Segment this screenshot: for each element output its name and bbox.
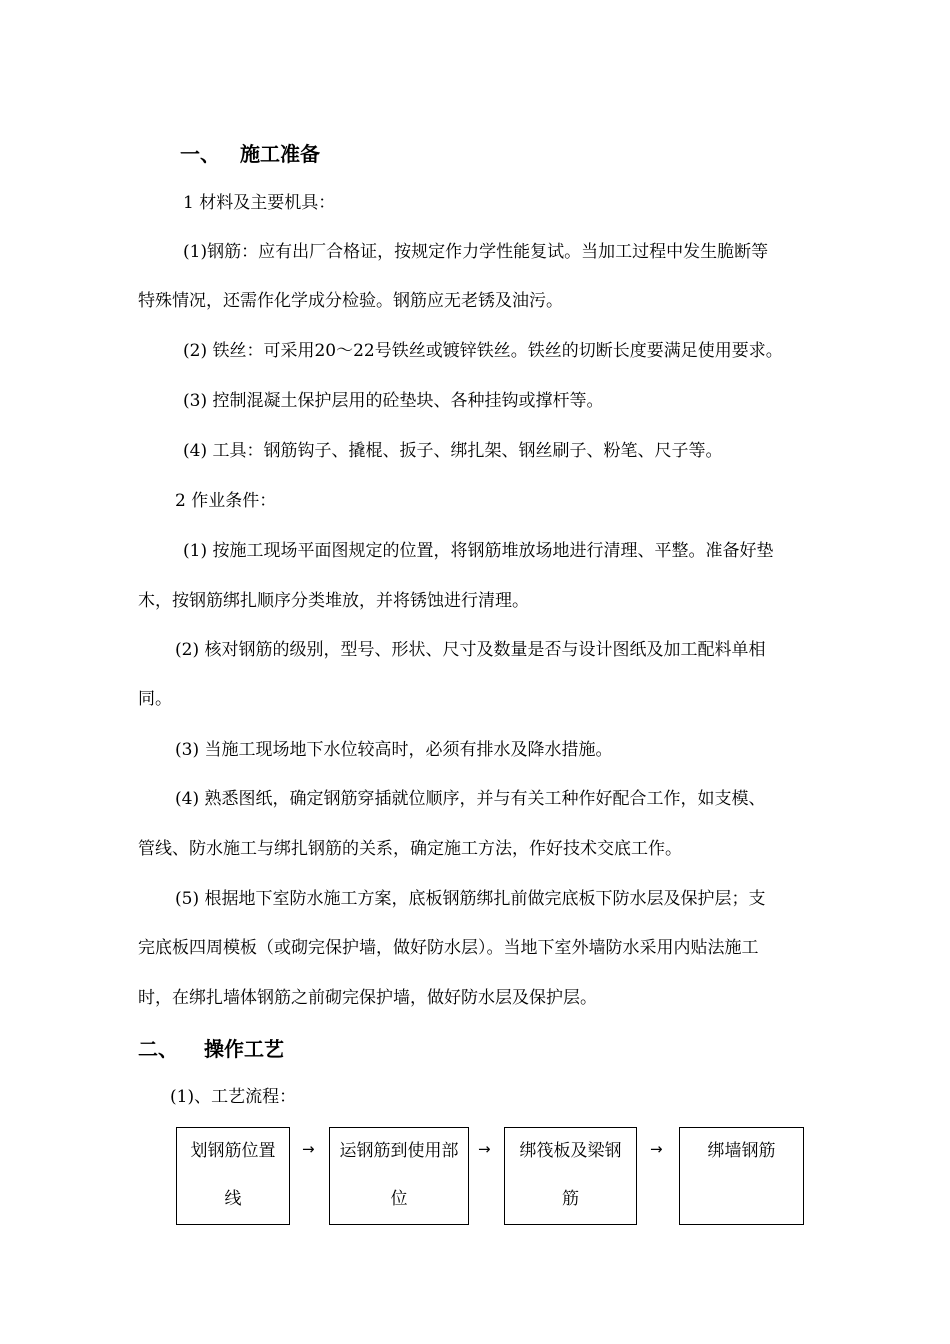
paragraph-line: (3) 当施工现场地下水位较高时，必须有排水及降水措施。: [175, 740, 613, 760]
flow-step-box: [679, 1127, 804, 1225]
paragraph-line: 完底板四周模板（或砌完保护墙，做好防水层）。当地下室外墙防水采用内贴法施工: [138, 938, 759, 958]
paragraph-line: (4) 熟悉图纸，确定钢筋穿插就位顺序，并与有关工种作好配合工作，如支模、: [175, 789, 766, 809]
paragraph-line: 时，在绑扎墙体钢筋之前砌完保护墙，做好防水层及保护层。: [138, 988, 597, 1008]
flow-step-box: [329, 1127, 469, 1225]
paragraph-line: 管线、防水施工与绑扎钢筋的关系，确定施工方法，作好技术交底工作。: [138, 839, 682, 859]
paragraph-line: (1) 按施工现场平面图规定的位置，将钢筋堆放场地进行清理、平整。准备好垫: [183, 541, 774, 561]
paragraph-line: 特殊情况，还需作化学成分检验。钢筋应无老锈及油污。: [138, 291, 563, 311]
section-heading-2: [138, 1036, 284, 1062]
flow-label: (1)、工艺流程：: [170, 1087, 297, 1107]
paragraph-line: (5) 根据地下室防水施工方案，底板钢筋绑扎前做完底板下防水层及保护层；支: [175, 889, 766, 909]
section-title: 操作工艺: [204, 1037, 284, 1061]
flow-step-text: 绑筏板及梁钢: [519, 1141, 622, 1161]
section-heading-1: [180, 141, 320, 167]
paragraph-line: (1)钢筋：应有出厂合格证，按规定作力学性能复试。当加工过程中发生脆断等: [183, 242, 769, 262]
flow-step-box: [504, 1127, 637, 1225]
paragraph-line: (3) 控制混凝土保护层用的砼垫块、各种挂钩或撑杆等。: [183, 391, 604, 411]
paragraph-line: (2) 核对钢筋的级别，型号、形状、尺寸及数量是否与设计图纸及加工配料单相: [175, 640, 766, 660]
paragraph-line: (4) 工具：钢筋钩子、撬棍、扳子、绑扎架、钢丝刷子、粉笔、尺子等。: [183, 441, 723, 461]
flow-arrow: →: [478, 1140, 491, 1158]
subsection-label: 1 材料及主要机具：: [183, 193, 336, 213]
flow-arrow: →: [650, 1140, 663, 1158]
flow-step-text: 绑墙钢筋: [707, 1141, 776, 1161]
section-number: 一、: [180, 142, 220, 166]
flow-step-text: 划钢筋位置: [190, 1141, 276, 1161]
flow-step-text: 位: [390, 1189, 408, 1209]
flow-step-text: 运钢筋到使用部: [339, 1141, 459, 1161]
section-number: 二、: [138, 1037, 178, 1061]
paragraph-line: (2) 铁丝：可采用20～22号铁丝或镀锌铁丝。铁丝的切断长度要满足使用要求。: [183, 341, 783, 361]
flow-arrow: →: [302, 1140, 315, 1158]
section-title: 施工准备: [240, 142, 320, 166]
flow-step-box: [176, 1127, 290, 1225]
flow-step-text: 筋: [562, 1189, 579, 1209]
paragraph-line: 木，按钢筋绑扎顺序分类堆放，并将锈蚀进行清理。: [138, 591, 529, 611]
paragraph-line: 同。: [138, 689, 172, 709]
subsection-label: 2 作业条件：: [175, 491, 277, 511]
flow-step-text: 线: [224, 1189, 242, 1209]
